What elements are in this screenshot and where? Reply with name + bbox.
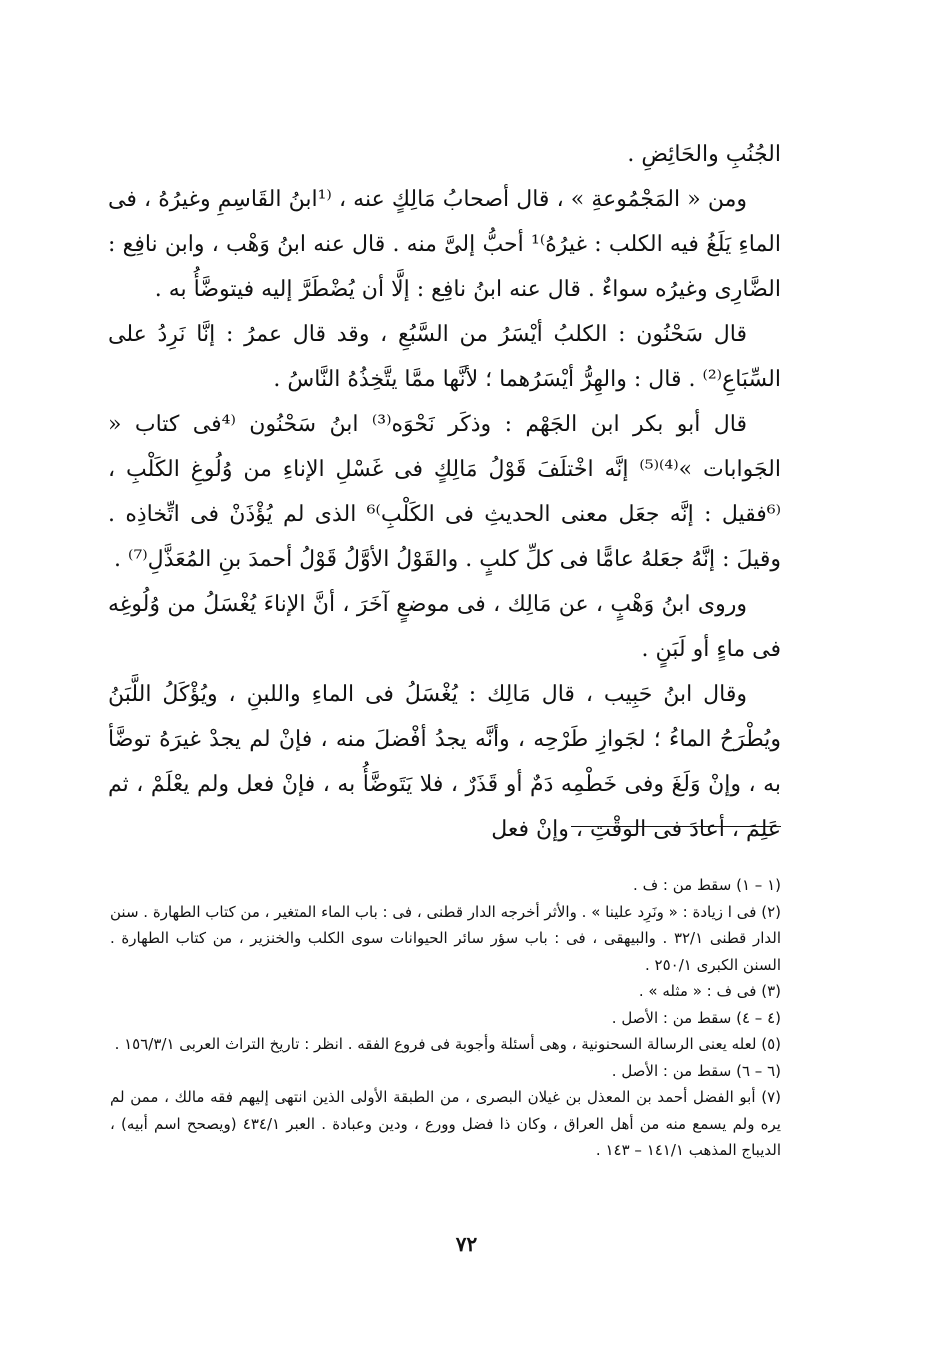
footnote-4: (٤ – ٤) سقط من : الأصل . [611, 1008, 781, 1027]
main-text [108, 132, 781, 852]
footnote-1: (١ – ١) سقط من : ف . [633, 876, 781, 894]
paragraph-4: قال أبو بكر ابن الجَهْم : وذكَر نَحْوَه⁽³⁾ ابنُ سَحْنُون ⁽⁴فى كتاب « الجَوابات »⁽⁴⁾⁽⁵⁾ إنَّه اخْتلَفَ قَوْلُ مَالِكٍ فى غَسْلِ الإناءِ من وُلُوغِ الكَلْبِ ، ⁽⁶فقيل : إنَّه جعَل معنى الحديثِ فى الكَلْبِ⁾⁶ الذى لم يُؤْذَنْ فى اتِّخاذِه . وقيلَ : إنَّهُ جعَلهُ عامًّا فى كلِّ كلبٍ . والقَوْلُ الأوَّلُ قَوْلُ أحمدَ بنِ المُعَذَّلِ⁽⁷⁾ . [108, 412, 782, 572]
paragraph-1: الجُنُبِ والحَائِضِ . [627, 142, 781, 167]
paragraph-2: ومن « المَجْمُوعةِ » ، قال أصحابُ مَالِكٍ عنه ، ⁽¹ابنُ القَاسِمِ وغيرُهُ ، فى الماءِ يَلَغُ فيه الكلب : غيرُهُ⁾¹ أحبُّ إلىَّ منه . قال عنه ابنُ وَهْب ، وابن نافِع : الضَّارِى وغيرُه سواءٌ . قال عنه ابنُ نافِع : إلَّا أن يُضْطَرَّ إليه فيتوضَّأُ به . [108, 187, 781, 302]
footnote-2: (٢) فى ا زيادة : « ونَرِد علينا » . والأثر أخرجه الدار قطنى ، فى : باب الماء المتغير ، من كتاب الطهارة . سنن الدار قطنى ٣٢/١ . والبيهقى ، فى : باب سؤر سائر الحيوانات سوى الكلب والخنزير ، من كتاب الطهارة . السنن الكبرى ٢٥٠/١ . [110, 902, 782, 974]
footnotes [110, 872, 781, 1164]
paragraph-5: وروى ابنُ وَهْبٍ ، عن مَالِك ، فى موضعٍ آخَرَ ، أنَّ الإناءَ يُغْسَلُ من وُلُوغِه فى ماءٍ أو لَبَنٍ . [108, 592, 781, 662]
page-number: ٧٢ [455, 1232, 478, 1256]
footnote-3: (٣) فى ف : « مثله » . [638, 982, 781, 1000]
footnote-separator [571, 826, 781, 827]
footnote-6: (٦ – ٦) سقط من : الأصل . [611, 1061, 781, 1080]
footnote-7: (٧) أبو الفضل أحمد بن المعذل بن غيلان البصرى ، من الطبقة الأولى الذين انتهى إليهم فقه مالك ، ممن لم يره ولم يسمع منه من أهل العراق ، وكان ذا فضل وورع ، ودين وعبادة . العبر ٤٣٤/١ (ويصحح اسم أبيه) ، الديباج المذهب ١٤١/١ – ١٤٣ . [110, 1088, 781, 1159]
paragraph-3: قال سَحْنُون : الكلبُ أيْسَرُ من السَّبُعِ ، وقد قال عمرُ : إنَّا نَرِدُ على السِّبَاعِ⁽²⁾ . قال : والهِرُّ أيْسَرُهما ؛ لأنَّها ممَّا يتَّخِذُهُ النَّاسُ . [108, 322, 781, 392]
paragraph-6: وقال ابنُ حَبِيب ، قال مَالِك : يُغْسَلُ فى الماءِ واللبنِ ، ويُؤْكَلُ اللَّبَنُ ويُطْرَحُ الماءُ ؛ لجَوازِ طَرْحِه ، وأنَّه يجدُ أفْضلَ منه ، فإنْ لم يجدْ غيرَهُ توضَّأ به ، وإنْ وَلَغَ وفى خَطْمِه دَمٌ أو قَذَرٌ ، فلا يَتَوضَّأُ به ، فإنْ فعل ولم يعْلَمْ ، ثم عَلِمَ ، أعادَ فى الوقْتِ ، وإنْ فعل [108, 682, 781, 842]
footnote-5: (٥) لعله يعنى الرسالة السحنونية ، وهى أسئلة وأجوبة فى فروع الفقه . انظر : تاريخ التراث العربى ١٥٦/٣/١ . [114, 1035, 781, 1053]
